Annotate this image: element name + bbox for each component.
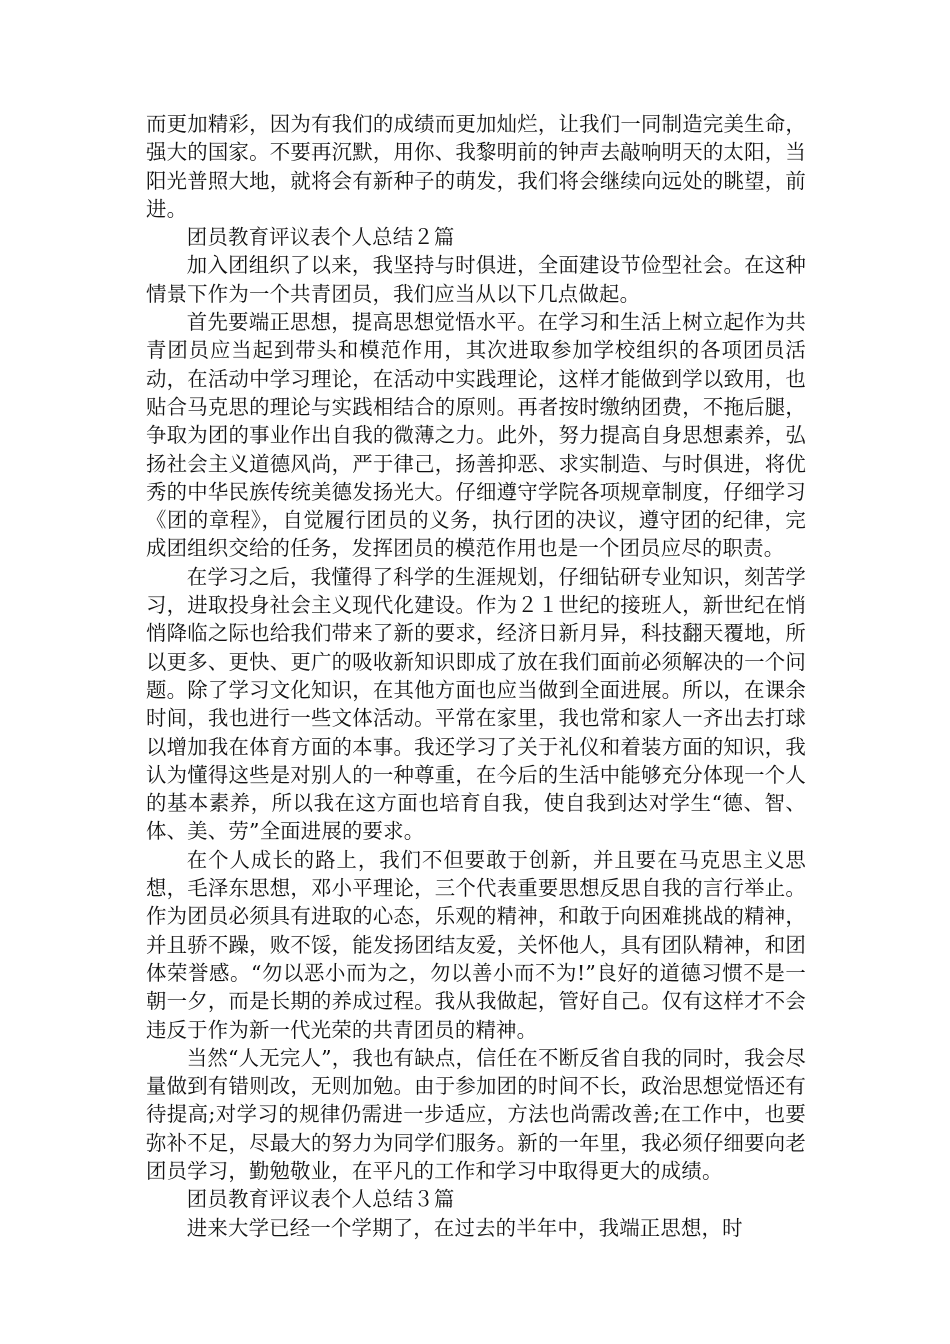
section-heading: 团员教育评议表个人总结２篇 [186, 225, 455, 250]
paragraph: 当然“人无完人”，我也有缺点，信任在不断反省自我的同时，我会尽量做到有错则改，无则加勉。由于参加团的时间不长，政治思想觉悟还有待提高;对学习的规律仍需进一步适应，方法也尚需改善;在工作中，也要弥补不足，尽最大的努力为同学们服务。新的一年里，我必须仔细要向老团员学习，勤勉敬业，在平凡的工作和学习中取得更大的成绩。 [146, 1045, 806, 1183]
paragraph: 加入团组织了以来，我坚持与时俱进，全面建设节俭型社会。在这种情景下作为一个共青团员，我们应当从以下几点做起。 [146, 253, 806, 306]
section-heading: 团员教育评议表个人总结３篇 [186, 1187, 455, 1212]
document-body [146, 110, 806, 1242]
paragraph: 在学习之后，我懂得了科学的生涯规划，仔细钻研专业知识，刻苦学习，进取投身社会主义现代化建设。作为２１世纪的接班人，新世纪在悄悄降临之际也给我们带来了新的要求，经济日新月异，科技翻天覆地，所以更多、更快、更广的吸收新知识即成了放在我们面前必须解决的一个问题。除了学习文化知识，在其他方面也应当做到全面进展。所以，在课余时间，我也进行一些文体活动。平常在家里，我也常和家人一齐出去打球以增加我在体育方面的本事。我还学习了关于礼仪和着装方面的知识，我认为懂得这些是对别人的一种尊重，在今后的生活中能够充分体现一个人的基本素养，所以我在这方面也培育自我，使自我到达对学生“德、智、体、美、劳”全面进展的要求。 [146, 564, 806, 844]
paragraph: 而更加精彩，因为有我们的成绩而更加灿烂，让我们一同制造完美生命，强大的国家。不要再沉默，用你、我黎明前的钟声去敲响明天的太阳，当阳光普照大地，就将会有新种子的萌发，我们将会继续向远处的眺望，前进。 [146, 112, 806, 221]
paragraph: 在个人成长的路上，我们不但要敢于创新，并且要在马克思主义思想，毛泽东思想，邓小平理论，三个代表重要思想反思自我的言行举止。作为团员必须具有进取的心态，乐观的精神，和敢于向困难挑战的精神，并且骄不躁，败不馁，能发扬团结友爱，关怀他人，具有团队精神，和团体荣誉感。“勿以恶小而为之，勿以善小而不为!”良好的道德习惯不是一朝一夕，而是长期的养成过程。我从我做起，管好自己。仅有这样才不会违反于作为新一代光荣的共青团员的精神。 [146, 847, 806, 1042]
paragraph: 进来大学已经一个学期了，在过去的半年中，我端正思想，时 [186, 1215, 743, 1240]
paragraph: 首先要端正思想，提高思想觉悟水平。在学习和生活上树立起作为共青团员应当起到带头和模范作用，其次进取参加学校组织的各项团员活动，在活动中学习理论，在活动中实践理论，这样才能做到学以致用，也贴合马克思的理论与实践相结合的原则。再者按时缴纳团费，不拖后腿，争取为团的事业作出自我的微薄之力。此外，努力提高自身思想素养，弘扬社会主义道德风尚，严于律己，扬善抑恶、求实制造、与时俱进，将优秀的中华民族传统美德发扬光大。仔细遵守学院各项规章制度，仔细学习《团的章程》，自觉履行团员的义务，执行团的决议，遵守团的纪律，完成团组织交给的任务，发挥团员的模范作用也是一个团员应尽的职责。 [146, 310, 806, 561]
